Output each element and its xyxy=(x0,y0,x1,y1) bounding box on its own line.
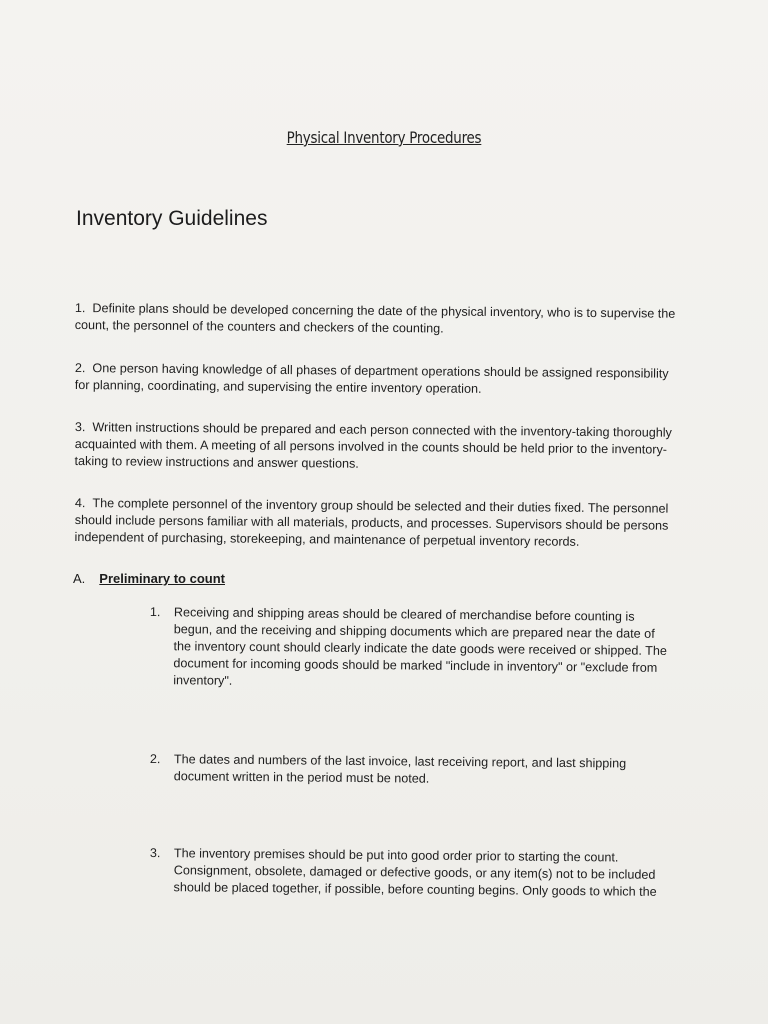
guideline-paragraph-1 xyxy=(75,300,685,340)
paragraph-text: Written instructions should be prepared and each person connected with the inventory-taking thoroughly acquainted with them. A meeting of all persons involved in the counts should be held prior to the inventory-taking to review instructions and answer questions. xyxy=(74,420,672,471)
subsection-item-1 xyxy=(149,604,670,694)
paragraph-number: 1. xyxy=(74,300,86,316)
item-number: 2. xyxy=(149,751,161,767)
section-heading: Inventory Guidelines xyxy=(76,207,268,230)
subsection-heading xyxy=(73,571,225,586)
guideline-paragraph-2 xyxy=(75,360,685,400)
subsection-letter: A. xyxy=(73,571,86,586)
guideline-paragraph-3 xyxy=(75,419,685,476)
paragraph-text: Definite plans should be developed concerning the date of the physical inventory, who is to supervise the count, the personnel of the counters and checkers of the counting. xyxy=(74,301,676,336)
subsection-item-2 xyxy=(150,751,670,790)
paragraph-number: 4. xyxy=(74,495,86,511)
paragraph-text: The complete personnel of the inventory group should be selected and their duties fixed. The personnel should include persons familiar with all materials, products, and processes. Supervisors should be persons independent of purchasing, storekeeping, and maintenance of perpetual inventory records. xyxy=(74,496,669,549)
item-text: The dates and numbers of the last invoice, last receiving report, and last shipping document written in the period must be noted. xyxy=(173,752,627,786)
paragraph-number: 2. xyxy=(74,360,86,376)
item-text: The inventory premises should be put into good order prior to starting the count. Consignment, obsolete, damaged or defective goods, or any item(s) not to be included should be placed together, if possible, before counting begins. Only goods to which the xyxy=(173,846,657,899)
document-title: Physical Inventory Procedures xyxy=(286,128,482,147)
guideline-paragraph-4 xyxy=(75,495,685,552)
item-text: Receiving and shipping areas should be cleared of merchandise before counting is begun, and the receiving and shipping documents which are prepared near the date of the inventory count should clearly indicate the date goods were received or shipped. The document for incoming goods should be marked "include in inventory" or "exclude from inventory". xyxy=(173,605,667,688)
subsection-label: Preliminary to count xyxy=(99,571,225,586)
paragraph-text: One person having knowledge of all phases of department operations should be assigned responsibility for planning, coordinating, and supervising the entire inventory operation. xyxy=(74,361,669,396)
item-number: 1. xyxy=(149,604,161,620)
paragraph-number: 3. xyxy=(74,419,86,435)
subsection-item-3 xyxy=(150,845,670,901)
item-number: 3. xyxy=(149,845,161,861)
